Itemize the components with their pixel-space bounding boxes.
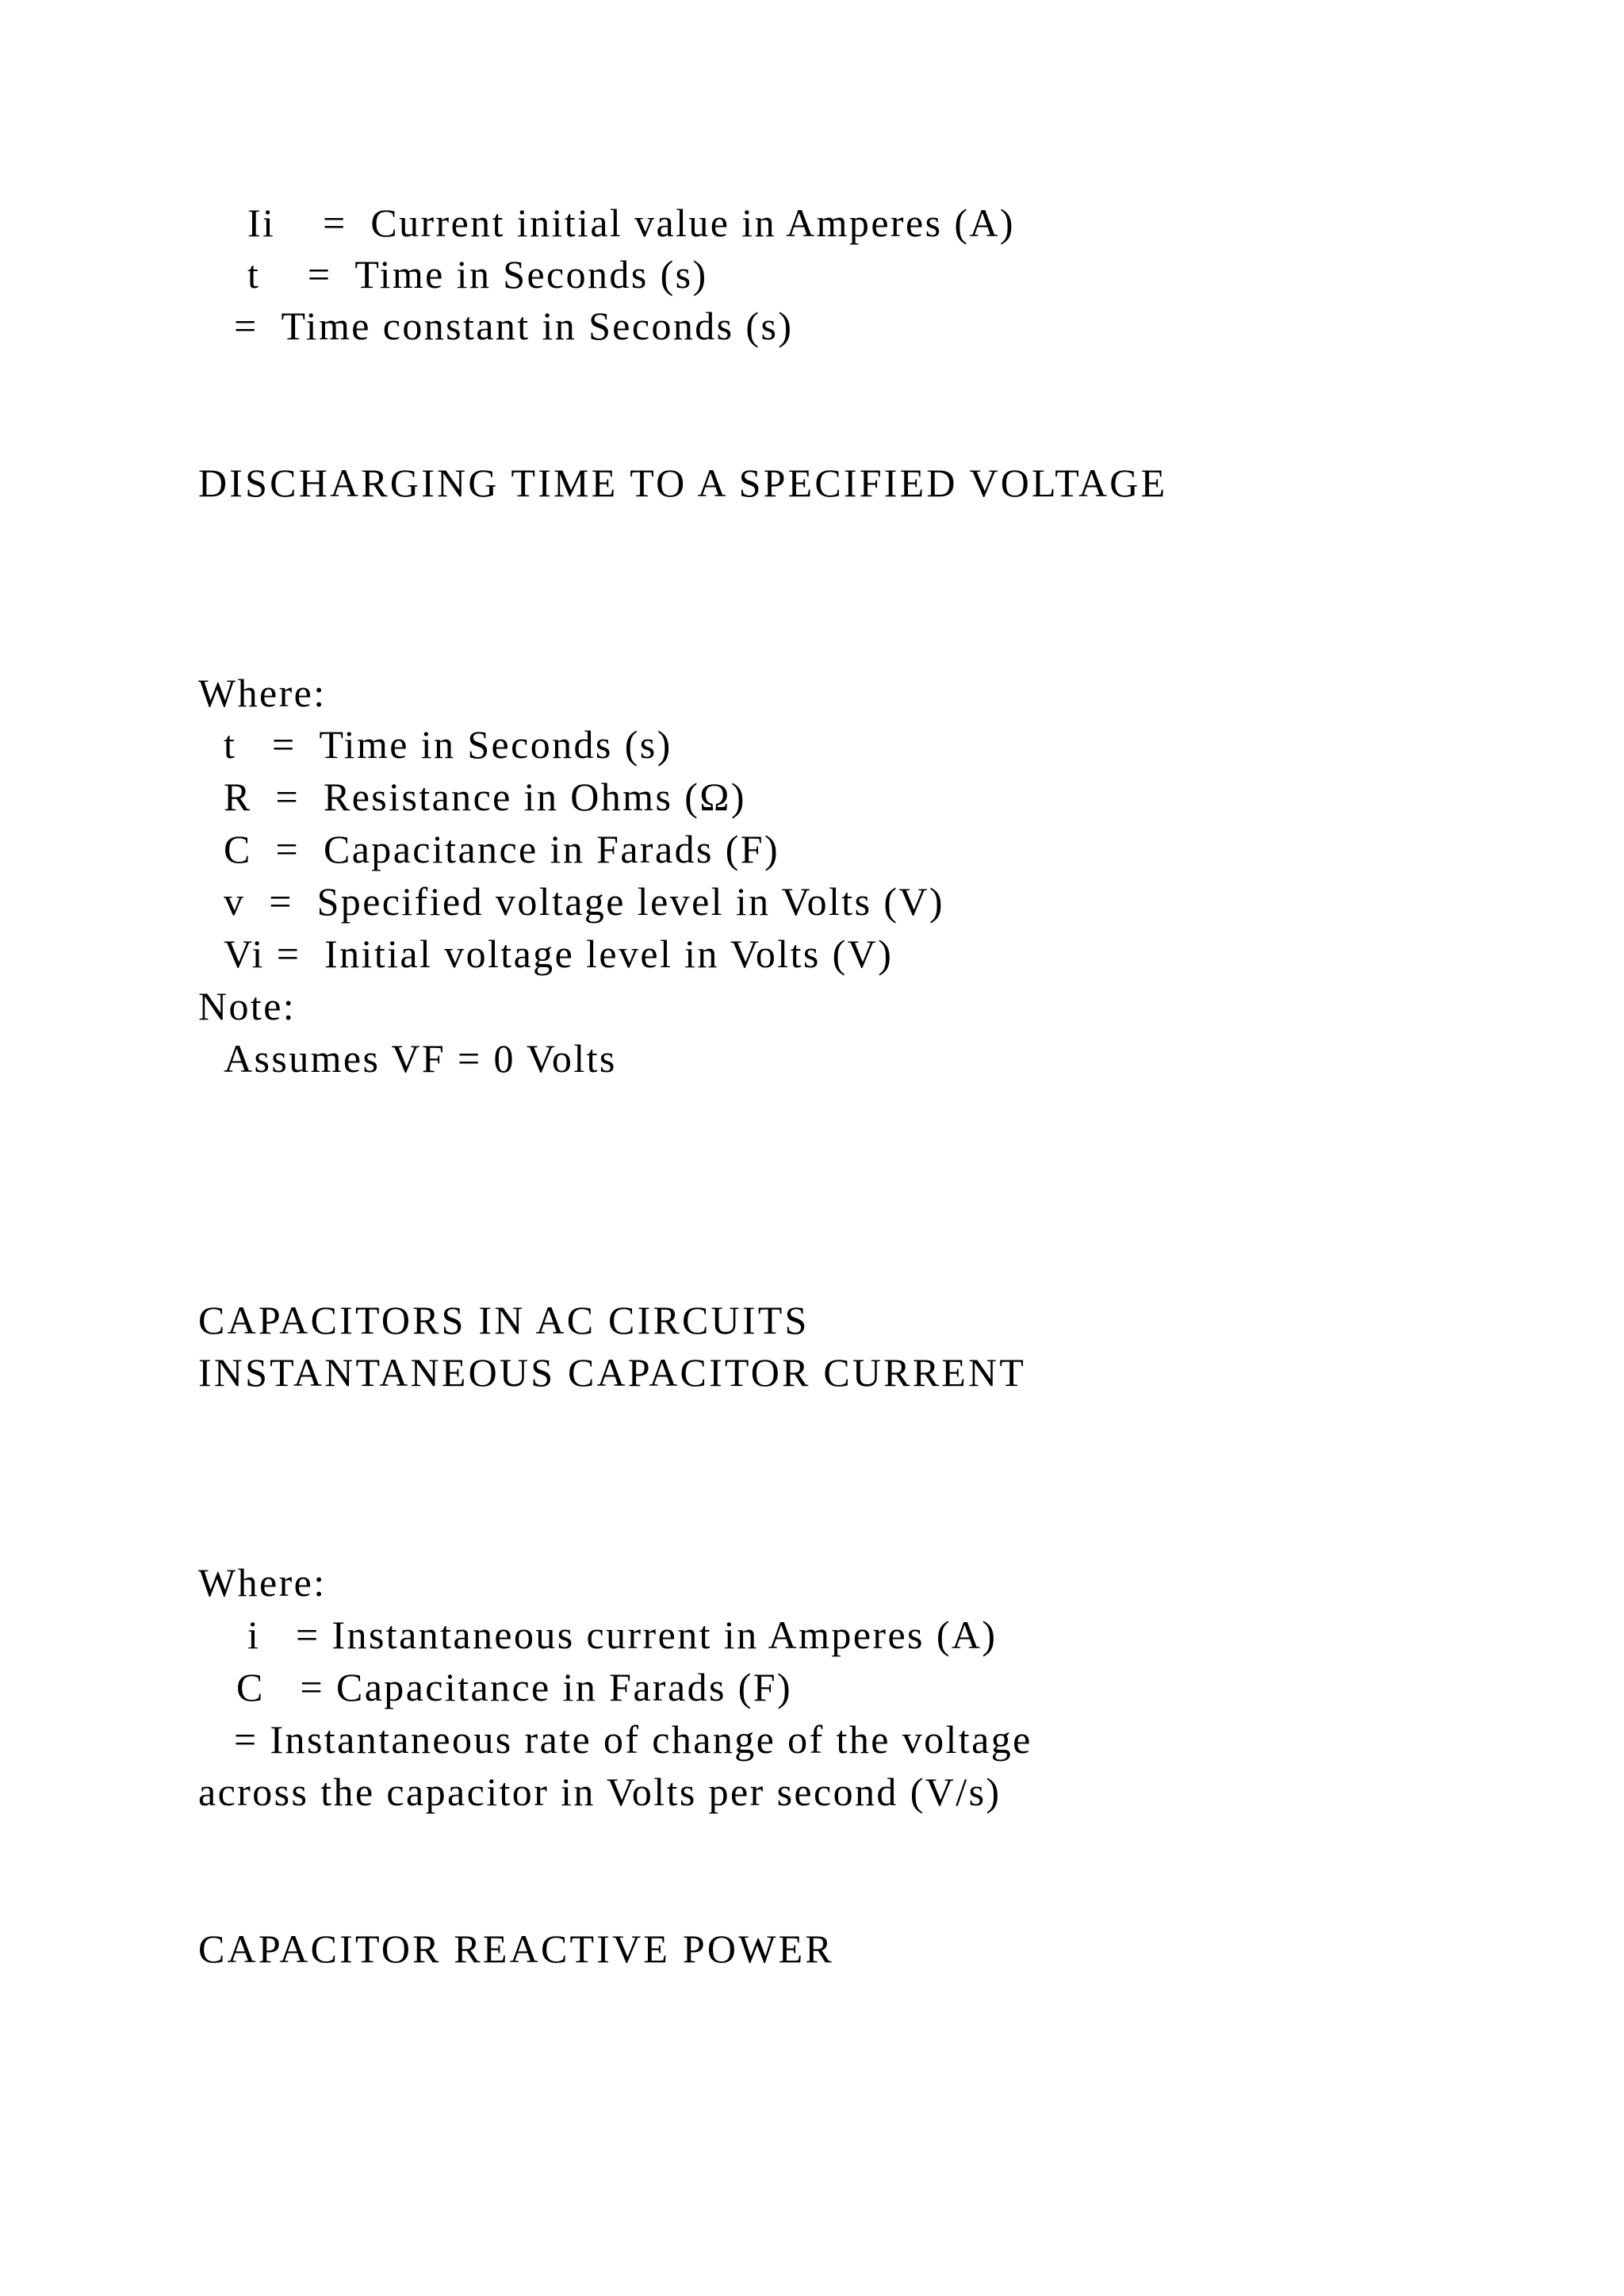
definition-capacitance: C = Capacitance in Farads (F)	[224, 827, 780, 871]
definition-rate-of-change: = Instantaneous rate of change of the voltage	[234, 1717, 1032, 1762]
definition-instantaneous-current: i = Instantaneous current in Amperes (A)	[247, 1613, 998, 1657]
definition-capacitance-ac: C = Capacitance in Farads (F)	[236, 1665, 793, 1709]
note-label: Note:	[198, 984, 297, 1028]
heading-capacitors-ac: CAPACITORS IN AC CIRCUITS	[198, 1298, 810, 1342]
definition-t: t = Time in Seconds (s)	[224, 722, 672, 767]
definition-time-constant: = Time constant in Seconds (s)	[234, 304, 794, 348]
definition-resistance: R = Resistance in Ohms (Ω)	[224, 775, 746, 819]
definition-initial-voltage: Vi = Initial voltage level in Volts (V)	[224, 932, 894, 976]
where-label-ac: Where:	[198, 1560, 327, 1605]
heading-discharging-time: DISCHARGING TIME TO A SPECIFIED VOLTAGE	[198, 461, 1168, 505]
where-label-discharging: Where:	[198, 671, 327, 715]
note-text: Assumes VF = 0 Volts	[224, 1036, 617, 1081]
definition-initial-current: Ii = Current initial value in Amperes (A)	[247, 201, 1015, 245]
heading-reactive-power: CAPACITOR REACTIVE POWER	[198, 1927, 834, 1971]
definition-specified-voltage: v = Specified voltage level in Volts (V)	[224, 879, 944, 924]
heading-instantaneous-current: INSTANTANEOUS CAPACITOR CURRENT	[198, 1350, 1027, 1395]
definition-time: t = Time in Seconds (s)	[247, 252, 708, 297]
definition-rate-of-change-continued: across the capacitor in Volts per second (V/s)	[198, 1770, 1002, 1814]
